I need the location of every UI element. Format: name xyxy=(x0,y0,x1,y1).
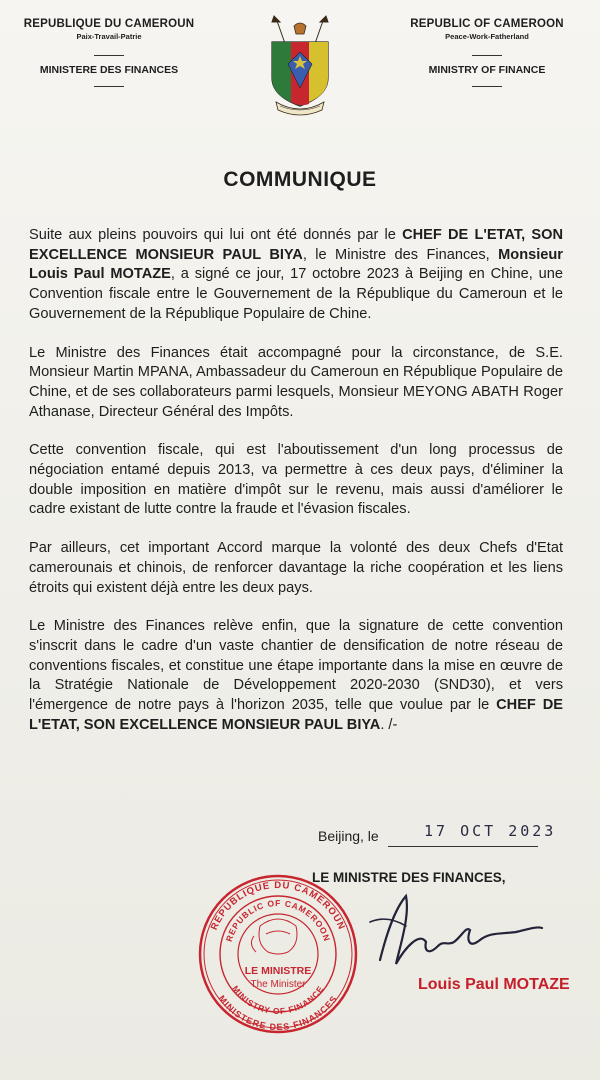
header-right-divider xyxy=(472,55,502,56)
header-right-motto: Peace-Work-Fatherland xyxy=(445,32,529,41)
stamp-line-1: LE MINISTRE xyxy=(244,965,312,977)
header-left-divider xyxy=(94,55,124,56)
signer-name: Louis Paul MOTAZE xyxy=(418,976,570,993)
paragraph-1-part-c: , le Ministre des Finances, xyxy=(302,246,499,263)
signature-place: Beijing, le xyxy=(318,828,379,844)
handwritten-signature-icon xyxy=(366,886,546,976)
date-underline xyxy=(388,846,538,847)
header-right-ministry: MINISTRY OF FINANCE xyxy=(428,64,546,76)
paragraph-2: Le Ministre des Finances était accompagné pour la circonstance, de S.E. Monsieur Martin MPANA, Ambassadeur du Cameroun en République Populaire de Chine, et de ses collaborateurs parmi lesquels, Monsieur MEYONG ABATH Roger Athanase, Directeur Général des Impôts. xyxy=(29,344,563,420)
paragraph-1-part-e: , a signé ce jour, 17 octobre 2023 à Beijing en Chine, une Convention fiscale entre le Gouvernement de la République du Cameroun et le Gouvernement de la République Populaire de Chine. xyxy=(29,266,563,322)
header-right-divider-bottom xyxy=(472,86,502,87)
paragraph-5-head-of-state: CHEF DE L'ETAT, SON EXCELLENCE MONSIEUR PAUL BIYA xyxy=(29,697,563,733)
signature-date: 17 OCT 2023 xyxy=(424,822,557,840)
header-left-divider-bottom xyxy=(94,86,124,87)
paragraph-1-part-a: Suite aux pleins pouvoirs qui lui ont été donnés par le xyxy=(29,227,403,243)
signer-title: LE MINISTRE DES FINANCES, xyxy=(312,870,506,885)
header-right xyxy=(392,18,582,87)
stamp-inner-bottom: MINISTRY OF FINANCE xyxy=(230,983,326,1017)
svg-text:REPUBLIC OF CAMEROON xyxy=(224,898,333,943)
paragraph-1 xyxy=(29,226,563,325)
header-left-country: REPUBLIQUE DU CAMEROUN xyxy=(23,18,195,30)
header-left-motto: Paix-Travail-Patrie xyxy=(76,32,142,41)
paragraph-5 xyxy=(29,617,563,735)
header-left xyxy=(14,18,204,87)
stamp-inner-top: REPUBLIC OF CAMEROON xyxy=(223,897,333,943)
paragraph-1-minister-name: Monsieur Louis Paul MOTAZE xyxy=(29,246,563,283)
paragraph-4: Par ailleurs, cet important Accord marque la volonté des deux Chefs d'Etat camerounais et chinois, de renforcer davantage la riche coopération et les liens étroits qui existent déjà entre les deux pays. xyxy=(29,540,563,596)
coat-of-arms-icon xyxy=(258,12,342,122)
stamp-outer-top: REPUBLIQUE DU CAMEROUN xyxy=(208,879,348,932)
header-right-country: REPUBLIC OF CAMEROON xyxy=(410,18,564,30)
official-stamp-icon xyxy=(196,872,360,1036)
paragraph-3: Cette convention fiscale, qui est l'aboutissement d'un long processus de négociation entamé depuis 2013, va permettre à ces deux pays, d'éliminer la double imposition en matière d'impôt sur le revenu, mais aussi d'améliorer le cadre existant de lutte contre la fraude et l'évasion fiscales. xyxy=(29,442,563,518)
document-body xyxy=(29,226,563,754)
stamp-outer-bottom: MINISTERE DES FINANCES xyxy=(216,993,340,1033)
paragraph-5-part-c: . /- xyxy=(380,716,398,733)
paragraph-5-part-a: Le Ministre des Finances relève enfin, que la signature de cette convention s'inscrit dans le cadre d'un vaste chantier de densification de notre réseau de conventions fiscales, et constitue une étape importante dans la mise en œuvre de la Stratégie Nationale de Développement 2020-2030 (SND30), et vers l'émergence de notre pays à l'horizon 2035, telle que voulue par le xyxy=(29,618,563,714)
header-left-ministry: MINISTERE DES FINANCES xyxy=(39,64,179,76)
document-title: COMMUNIQUE xyxy=(223,168,377,191)
paragraph-1-head-of-state: CHEF DE L'ETAT, SON EXCELLENCE MONSIEUR PAUL BIYA xyxy=(29,227,564,263)
stamp-line-2: The Minister xyxy=(250,979,306,990)
